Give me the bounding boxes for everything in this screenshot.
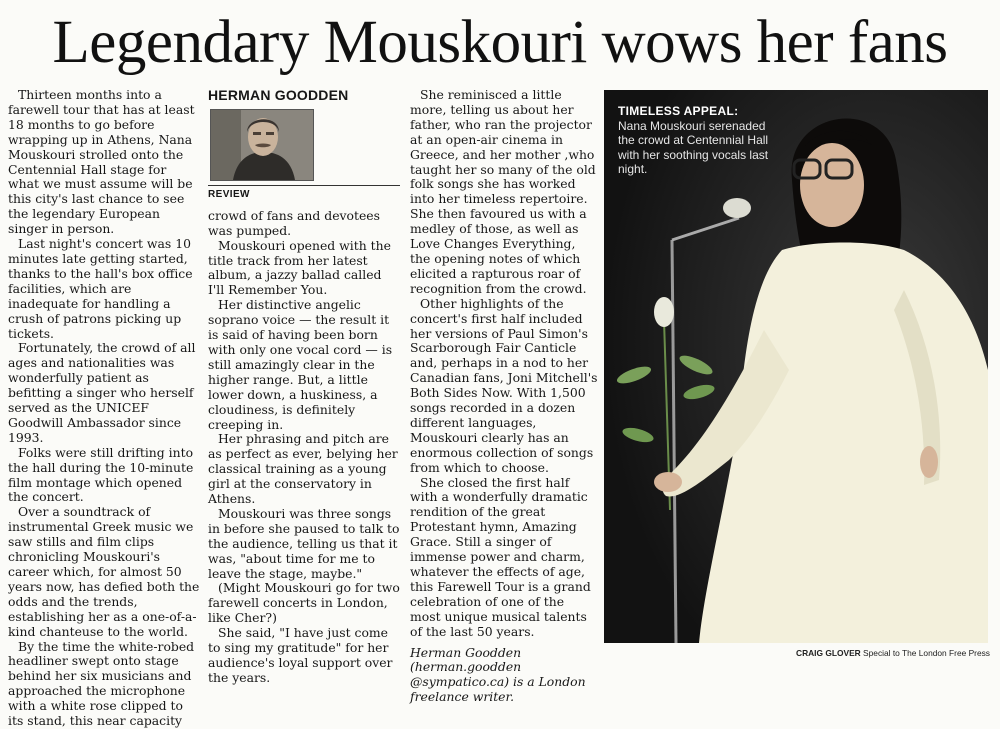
paragraph: She said, "I have just come to sing my gratitude" for her audience's loyal support over the years. — [208, 625, 393, 685]
paragraph: She reminisced a little more, telling us about her father, who ran the projector at an open-air cinema in Greece, and her mother ,who taught her so many of the old folk songs she has worked into her timeless repertoire. She then favoured us with a medley of those, as well as Love Changes Everything, the opening notes of which elicited a rapturous roar of recognition from the crowd. — [410, 87, 596, 296]
paragraph: (Might Mouskouri go for two farewell concerts in London, like Cher?) — [208, 580, 400, 626]
author-note: Herman Goodden (herman.goodden @sympatico.ca) is a London freelance writer. — [410, 644, 586, 705]
paragraph: Fortunately, the crowd of all ages and nationalities was wonderfully patient as befitting a singer who herself served as the UNICEF Goodwill Ambassador since 1993. — [8, 340, 196, 445]
credit-name: CRAIG GLOVER — [796, 648, 861, 658]
paragraph: Mouskouri was three songs in before she paused to talk to the audience, telling us that it was, "about time for me to leave the stage, maybe." — [208, 505, 400, 581]
review-tag: REVIEW — [208, 185, 400, 203]
photo-credit — [792, 648, 990, 658]
article-column-3 — [410, 88, 598, 705]
paragraph: Thirteen months into a farewell tour that has at least 18 months to go before wrapping up in Athens, Nana Mouskouri strolled onto the Centennial Hall stage for what we must assume will be this city's last chance to see the legendary European singer in person. — [8, 87, 195, 237]
caption-title: TIMELESS APPEAL: — [618, 104, 739, 118]
paragraph: Over a soundtrack of instrumental Greek music we saw stills and film clips chronicling Mouskouri's career which, for almost 50 years now, has defied both the odds and the trends, establishing her as a one-of-a-kind chanteuse to the world. — [8, 504, 200, 639]
article-column-2 — [208, 88, 400, 686]
paragraph: She closed the first half with a wonderfully dramatic rendition of the great Protestant hymn, Amazing Grace. Still a singer of immense power and charm, whatever the effects of age, this Farewell Tour is a grand celebration of one of the most unique musical talents of the last 50 years. — [410, 474, 591, 639]
headline: Legendary Mouskouri wows her fans — [52, 9, 948, 76]
paragraph: Folks were still drifting into the hall during the 10-minute film montage which opened the concert. — [8, 444, 194, 505]
paragraph: Mouskouri opened with the title track from her latest album, a jazzy ballad called I'll Remember You. — [208, 237, 391, 298]
author-portrait-graphic — [211, 110, 313, 180]
photo-caption — [618, 104, 778, 177]
paragraph: Last night's concert was 10 minutes late getting started, thanks to the hall's box office facilities, which are inadequate for handling a crush of patrons picking up tickets. — [8, 236, 193, 341]
credit-source: Special to The London Free Press — [863, 648, 990, 658]
paragraph: crowd of fans and devotees was pumped. — [208, 207, 380, 238]
byline: HERMAN GOODDEN — [208, 87, 349, 103]
article-column-1 — [8, 88, 200, 729]
paragraph: Her phrasing and pitch are as perfect as ever, belying her classical training as a young girl at the conservatory in Athens. — [208, 431, 398, 507]
paragraph: Her distinctive angelic soprano voice — the result it is said of having been born with only one vocal cord — is still amazingly clear in the higher range. But, a little lower down, a huskiness, a cloudiness, is definitely creeping in. — [208, 297, 393, 432]
paragraph: Other highlights of the concert's first half included her versions of Paul Simon's Scarborough Fair Canticle and, perhaps in a nod to her Canadian fans, Joni Mitchell's Both Sides Now. With 1,500 songs recorded in a dozen different languages, Mouskouri clearly has an enormous collection of songs from which to choose. — [410, 295, 598, 475]
author-photo — [210, 109, 314, 181]
paragraph: By the time the white-robed headliner swept onto stage behind her six musicians and approached the microphone with a white rose clipped to its stand, this near capacity — [8, 638, 195, 729]
caption-text: Nana Mouskouri serenaded the crowd at Centennial Hall with her soothing vocals last night. — [618, 118, 769, 176]
concert-photo — [604, 90, 988, 643]
